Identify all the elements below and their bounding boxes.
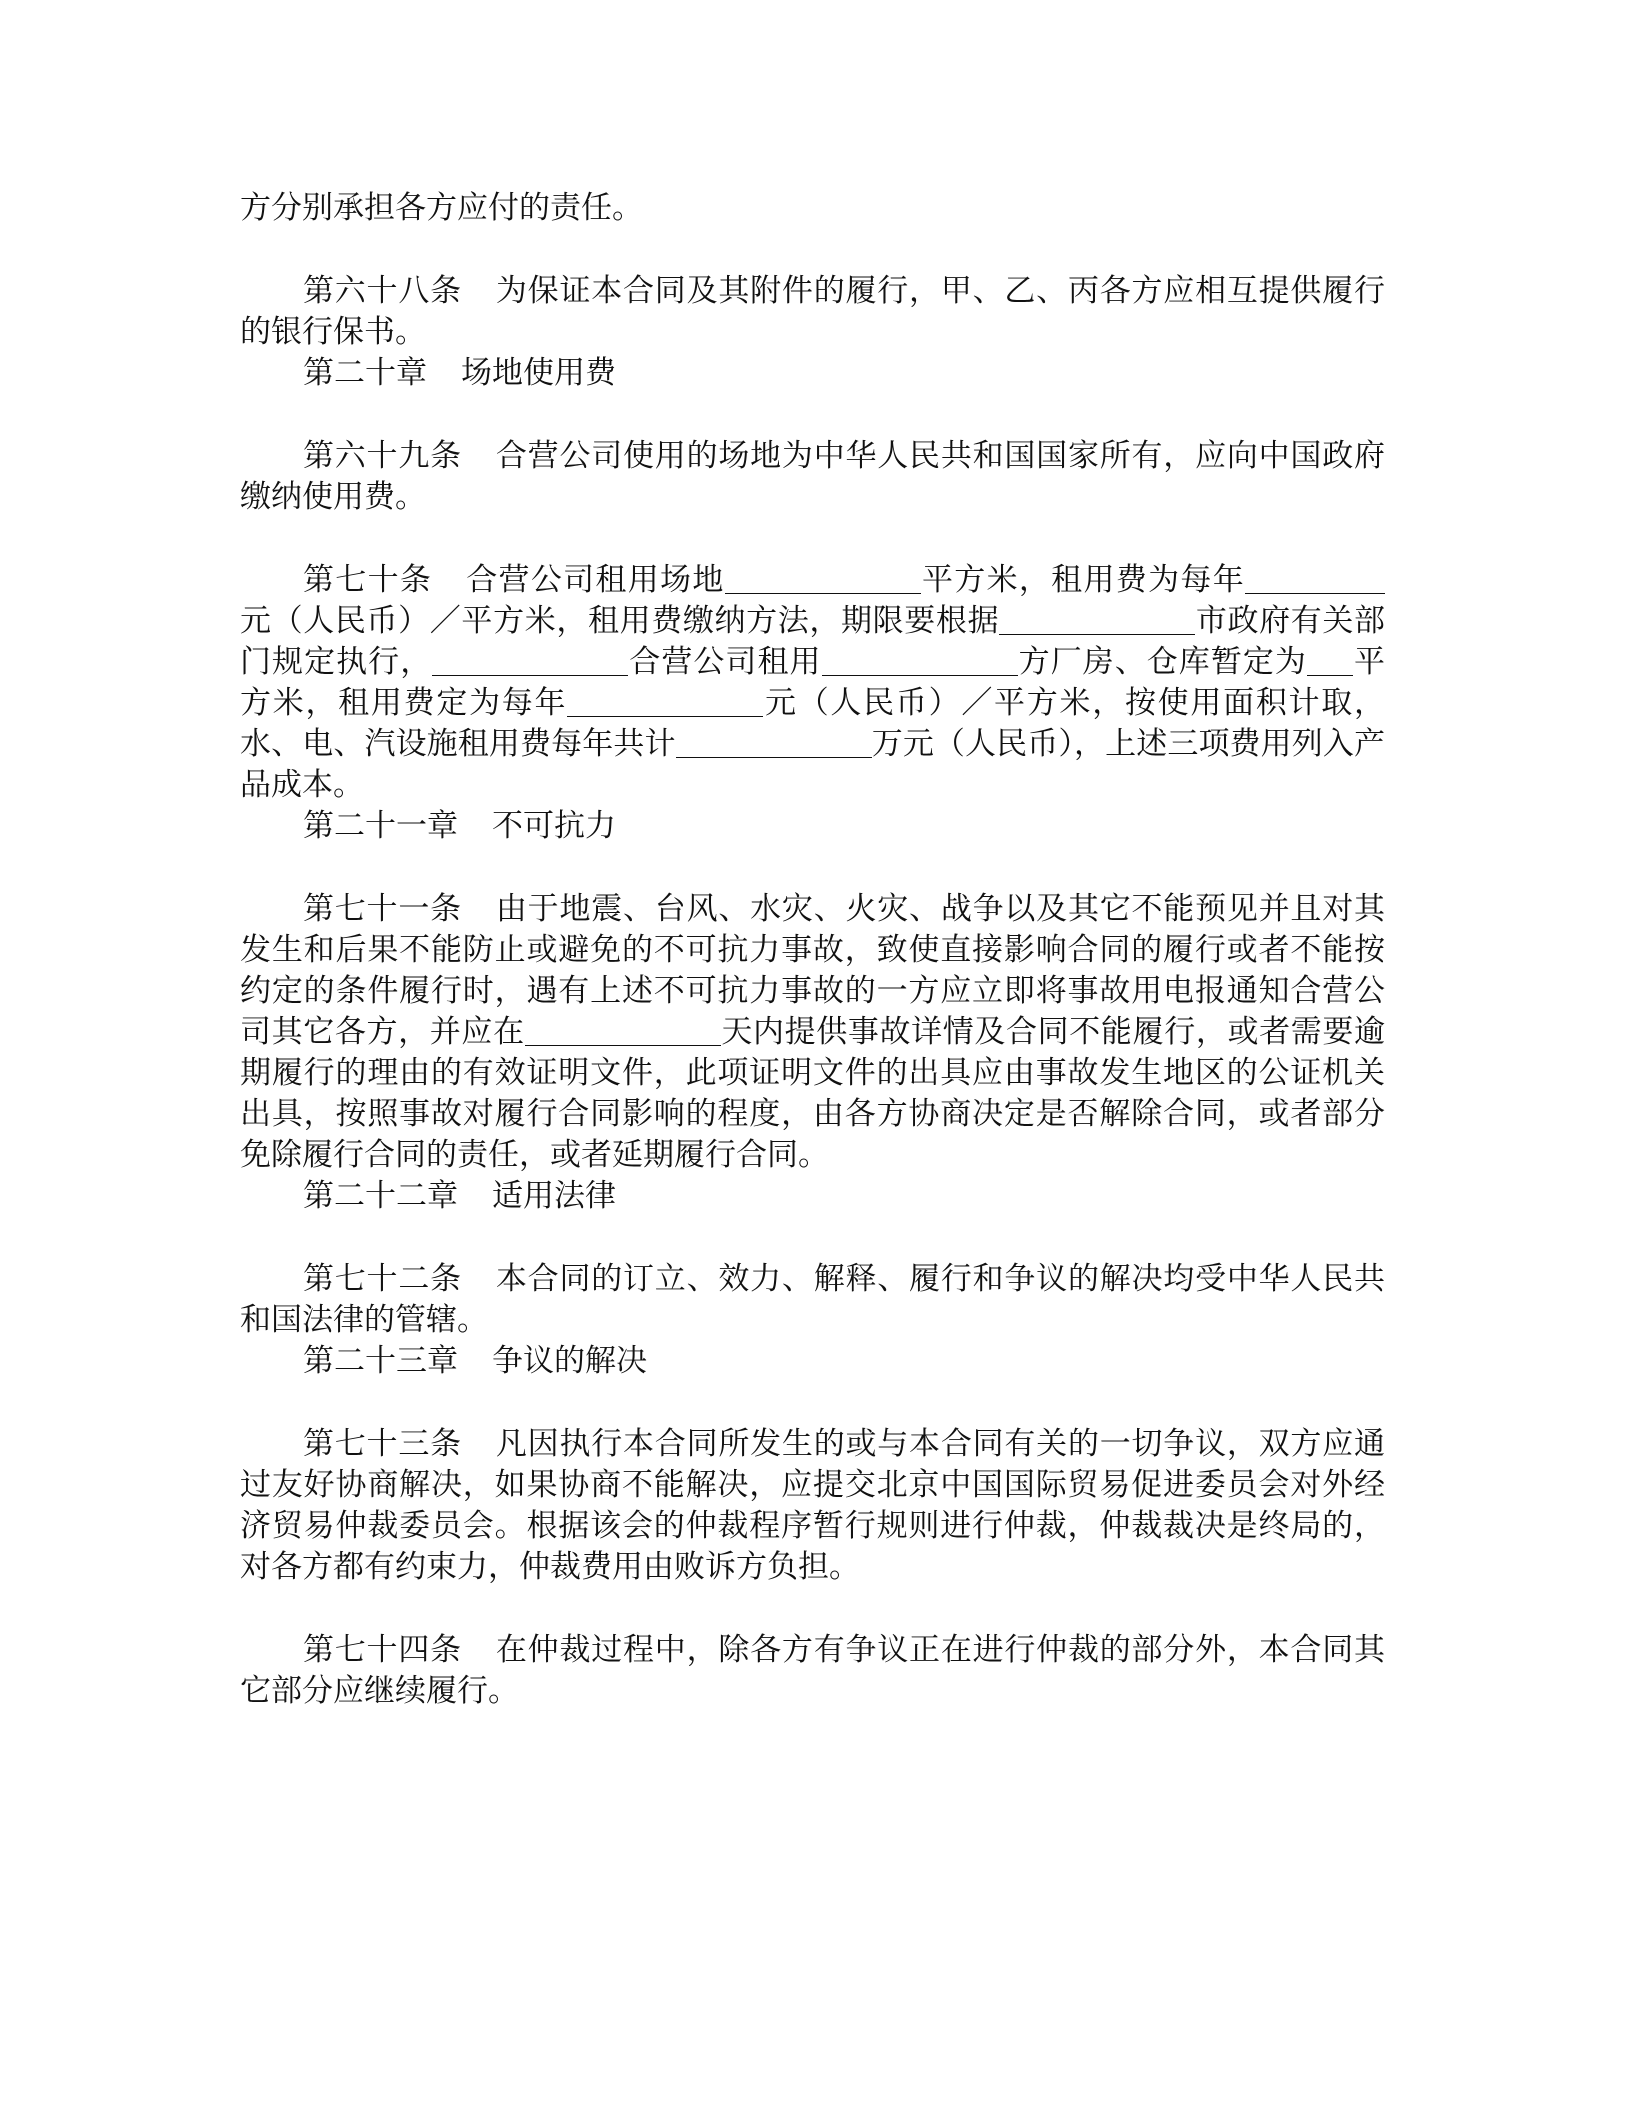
article-number: 第七十条 (303, 562, 433, 598)
article-number: 第七十一条 (303, 891, 462, 927)
article-number: 第七十三条 (303, 1426, 462, 1462)
article-text-part: 元（人民币）／平方米，按使用面积计取，水、电、汽设施租用费每年共计 (240, 685, 1386, 762)
chapter-title: 场地使用费 (461, 355, 616, 391)
article-text-part: 市政府有关部门规定执行， (240, 603, 1386, 680)
article-text-part: 合营公司租用场地 (466, 562, 725, 598)
paragraph-continuation (240, 188, 1385, 229)
fill-in-blank (567, 686, 763, 717)
chapter-title: 争议的解决 (492, 1343, 647, 1379)
chapter-20-heading (240, 353, 1385, 394)
article-text: 本合同的订立、效力、解释、履行和争议的解决均受中华人民共和国法律的管辖。 (240, 1261, 1385, 1338)
fill-in-blank (725, 563, 921, 594)
continuation-text: 方分别承担各方应付的责任。 (240, 190, 643, 226)
article-69 (240, 436, 1385, 518)
article-text: 为保证本合同及其附件的履行，甲、乙、丙各方应相互提供履行的银行保书。 (240, 273, 1385, 350)
chapter-number: 第二十二章 (303, 1178, 458, 1214)
article-text: 凡因执行本合同所发生的或与本合同有关的一切争议，双方应通过友好协商解决，如果协商不能解决，应提交北京中国国际贸易促进委员会对外经济贸易仲裁委员会。根据该会的仲裁程序暂行规则进行仲裁，仲裁裁决是终局的，对各方都有约束力，仲裁费用由败诉方负担。 (240, 1426, 1385, 1585)
fill-in-blank (432, 645, 628, 676)
article-text-part: 由于地震、台风、水灾、火灾、战争以及其它不能预见并且对其发生和后果不能防止或避免的不可抗力事故，致使直接影响合同的履行或者不能按约定的条件履行时，遇有上述不可抗力事故的一方应立即将事故用电报通知合营公司其它各方，并应在 (240, 891, 1385, 1050)
fill-in-blank (525, 1015, 721, 1046)
article-68 (240, 271, 1385, 353)
article-70 (240, 560, 1385, 806)
article-72 (240, 1259, 1385, 1341)
chapter-title: 适用法律 (492, 1178, 616, 1214)
article-71 (240, 889, 1385, 1176)
article-text-part: 天内提供事故详情及合同不能履行，或者需要逾期履行的理由的有效证明文件，此项证明文件的出具应由事故发生地区的公证机关出具，按照事故对履行合同影响的程度，由各方协商决定是否解除合同，或者部分免除履行合同的责任，或者延期履行合同。 (240, 1014, 1386, 1173)
article-number: 第七十四条 (303, 1632, 462, 1668)
article-text-part: 元（人民币）／平方米，租用费缴纳方法，期限要根据 (240, 603, 1000, 639)
article-text: 在仲裁过程中，除各方有争议正在进行仲裁的部分外，本合同其它部分应继续履行。 (240, 1632, 1385, 1709)
article-number: 第七十二条 (303, 1261, 462, 1297)
chapter-number: 第二十三章 (303, 1343, 458, 1379)
chapter-number: 第二十一章 (303, 808, 458, 844)
article-text-part: 合营公司租用 (628, 644, 822, 680)
fill-in-blank (1307, 645, 1353, 676)
article-text-part: 万元（人民币），上述三项费用列入产品成本。 (240, 726, 1386, 803)
fill-in-blank (676, 727, 872, 758)
document-page (240, 188, 1385, 1712)
article-number: 第六十八条 (303, 273, 462, 309)
chapter-21-heading (240, 806, 1385, 847)
article-text: 合营公司使用的场地为中华人民共和国国家所有，应向中国政府缴纳使用费。 (240, 438, 1385, 515)
chapter-23-heading (240, 1341, 1385, 1382)
chapter-title: 不可抗力 (492, 808, 616, 844)
article-74 (240, 1630, 1385, 1712)
article-text-part: 方厂房、仓库暂定为 (1017, 644, 1307, 680)
chapter-number: 第二十章 (303, 355, 427, 391)
fill-in-blank (822, 645, 1018, 676)
article-text-part: 平方米，租用费定为每年 (240, 644, 1386, 721)
article-73 (240, 1424, 1385, 1588)
fill-in-blank (1245, 563, 1385, 594)
article-text-part: 平方米，租用费为每年 (920, 562, 1246, 598)
fill-in-blank (999, 604, 1195, 635)
chapter-22-heading (240, 1176, 1385, 1217)
article-number: 第六十九条 (303, 438, 462, 474)
